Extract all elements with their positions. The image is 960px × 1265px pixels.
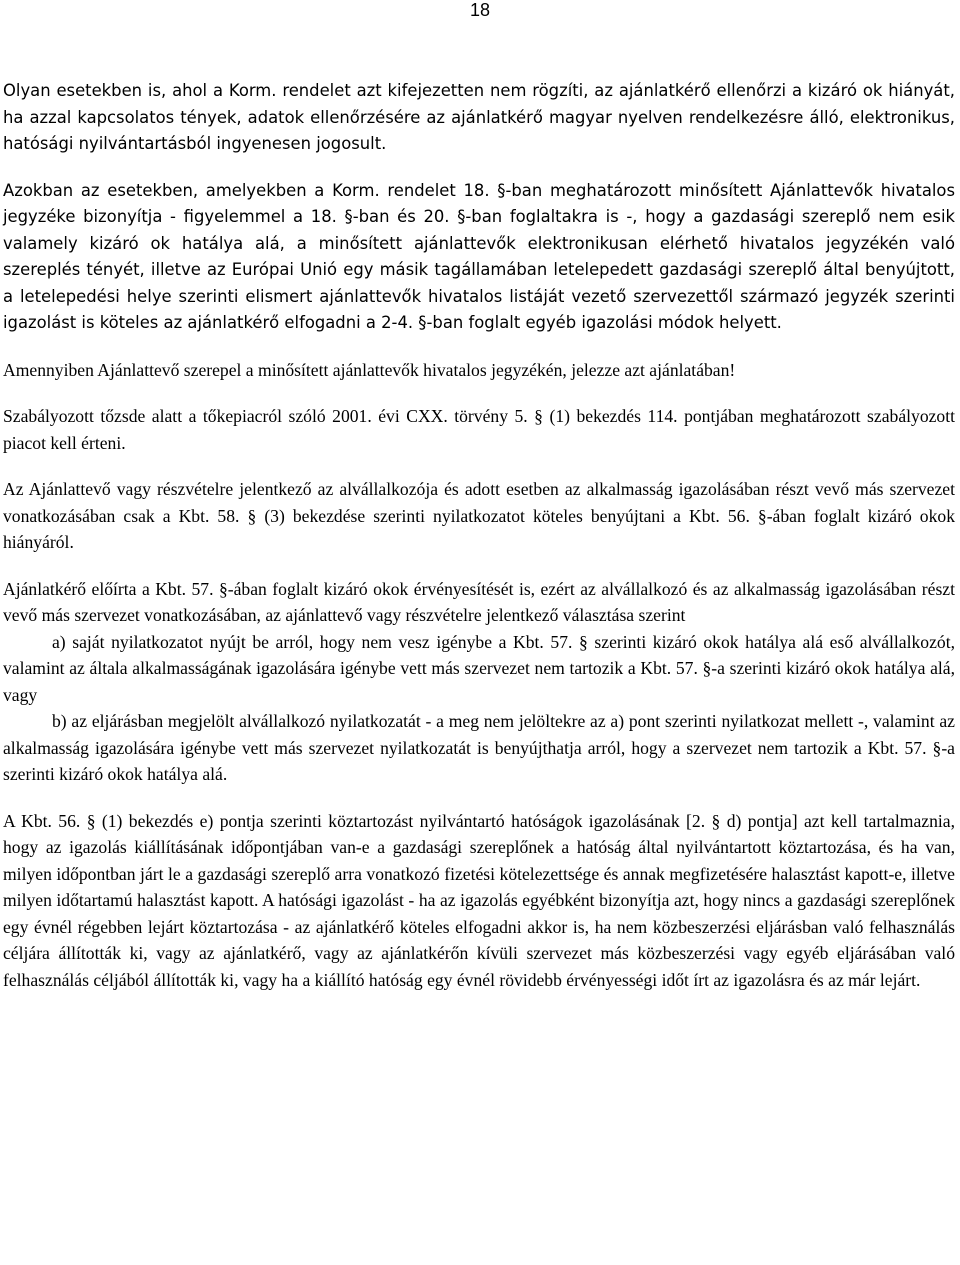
list-item-a: a) saját nyilatkozatot nyújt be arról, hogy nem vesz igénybe a Kbt. 57. § szerinti kizáró okok hatálya alá eső alvállalkozót, valamint az általa alkalmasságának igazolására igénybe vett más szervezet nem tartozik a Kbt. 57. §-a szerinti kizáró okok hatálya alá, vagy bbox=[3, 631, 955, 705]
paragraph-regulated-market: Szabályozott tőzsde alatt a tőkepiacról szóló 2001. évi CXX. törvény 5. § (1) bekezdés 114. pontjában meghatározott szabályozott piacot kell érteni. bbox=[3, 406, 955, 453]
page-number: 18 bbox=[469, 0, 491, 20]
paragraph-tax-debt-certificate: A Kbt. 56. § (1) bekezdés e) pontja szerinti köztartozást nyilvántartó hatóságok igazolásának [2. § d) pontja] azt kell tartalmaznia, hogy az igazolás kiállításának időpontjában van-e a gazdasági szereplőnek a hatóság által nyilvántartott köztartozása, és ha van, milyen időpontban járt le a gazdasági szereplő arra vonatkozó fizetési kötelezettsége és annak megfizetésére halasztást kapott-e, illetve milyen időtartamú halasztást kapott. A hatósági igazolást - ha az igazolás egyébként bizonyítja azt, hogy nincs a gazdasági szereplőnek egy évnél régebben lejárt köztartozása - az ajánlatkérő köteles elfogadni akkor is, ha nem közbeszerzési eljárásban való felhasználás céljára állították ki, vagy az ajánlatkérő, vagy az ajánlatkérőn kívüli szervezet más közbeszerzési vagy egyéb eljárásában való felhasználás céljából állították ki, vagy ha a kiállító hatóság egy évnél rövidebb érvényességi időt írt az igazolásra és az már lejárt. bbox=[3, 810, 955, 990]
paragraph-indicate-in-tender: Amennyiben Ajánlattevő szerepel a minősített ajánlattevők hivatalos jegyzékén, jelezze azt ajánlatában! bbox=[3, 359, 736, 380]
paragraph-exclusion-check: Olyan esetekben is, ahol a Korm. rendelet azt kifejezetten nem rögzíti, az ajánlatkérő ellenőrzi a kizáró ok hiányát, ha azzal kapcsolatos tények, adatok ellenőrzésére az ajánlatkérő magyar nyelven rendelkezésre álló, elektronikus, hatósági nyilvántartásból ingyenesen jogosult. bbox=[3, 81, 955, 153]
paragraph-qualified-tenderers-list: Azokban az esetekben, amelyekben a Korm. rendelet 18. §-ban meghatározott minősített Ajánlattevők hivatalos jegyzéke bizonyítja - figyelemmel a 18. §-ban és 20. §-ban foglaltakra is -, hogy a gazdasági szereplő nem esik valamely kizáró ok hatálya alá, a minősített ajánlattevők elektronikusan elérhető hivatalos jegyzékén való szereplés tényét, illetve az Európai Unió egy másik tagállamában letelepedett gazdasági szereplő által benyújtott, a letelepedési helye szerinti elismert ajánlattevők hivatalos listáját vezető szervezettől származó jegyzék szerinti igazolást is köteles az ajánlatkérő elfogadni a 2-4. §-ban foglalt egyéb igazolási módok helyett. bbox=[3, 180, 955, 332]
list-item-b: b) az eljárásban megjelölt alvállalkozó nyilatkozatát - a meg nem jelöltekre az a) pont szerinti nyilatkozat mellett -, valamint az alkalmasság igazolására igénybe vett más szervezet nyilatkozatát is benyújthatja arról, hogy a szervezet nem tartozik a Kbt. 57. §-a szerinti kizáró okok hatálya alá. bbox=[3, 711, 955, 784]
document-body bbox=[3, 78, 955, 993]
paragraph-exclusion-grounds-57: Ajánlatkérő előírta a Kbt. 57. §-ában foglalt kizáró okok érvényesítését is, ezért az alvállalkozó és az alkalmasság igazolásában részt vevő más szervezet vonatkozásában, az ajánlattevő vagy részvételre jelentkező választása szerint bbox=[3, 578, 955, 625]
paragraph-subcontractor-declaration: Az Ajánlattevő vagy részvételre jelentkező az alvállalkozója és adott esetben az alkalmasság igazolásában részt vevő más szervezet vonatkozásában csak a Kbt. 58. § (3) bekezdése szerinti nyilatkozatot köteles benyújtani a Kbt. 56. §-ában foglalt kizáró okok hiányáról. bbox=[3, 479, 955, 552]
